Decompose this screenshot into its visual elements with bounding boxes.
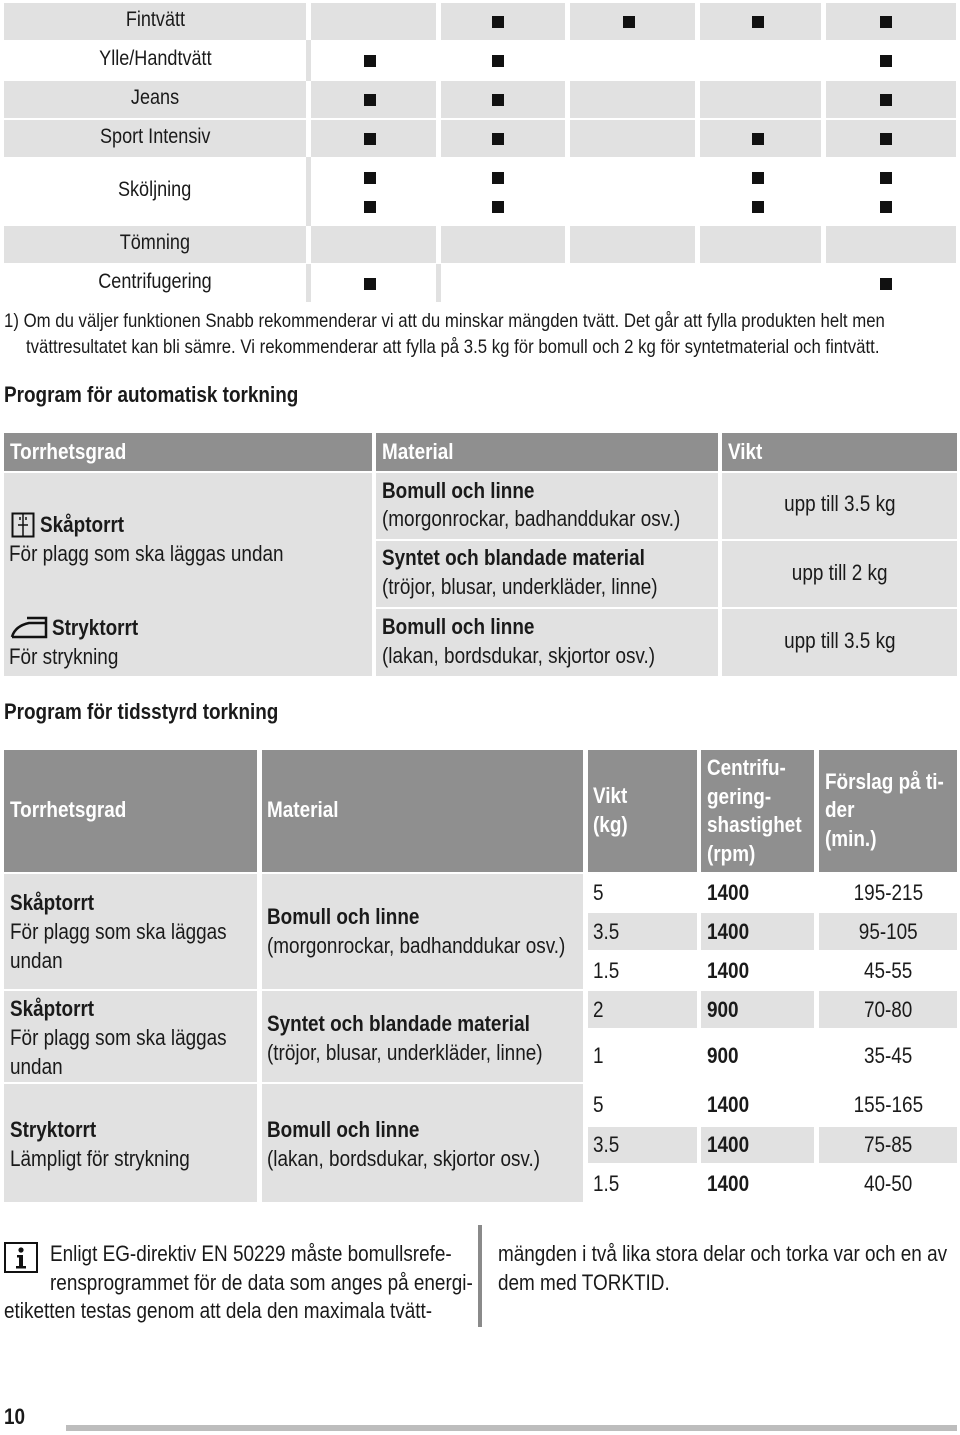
program-mark (880, 172, 892, 184)
program-mark (492, 94, 504, 106)
data-cell-speed: 900 (707, 996, 739, 1022)
data-cell-speed: 1400 (707, 1170, 750, 1196)
data-cell-weight: 1.5 (593, 957, 620, 983)
footnote-line: tvättresultatet kan bli sämre. Vi rekommenderar att fylla på 3.5 kg för bomull och 2 kg för syntetmaterial och fintvätt. (26, 336, 880, 358)
header-time-unit: (min.) (825, 826, 877, 851)
program-mark (492, 16, 504, 28)
data-cell-speed: 900 (707, 1043, 739, 1068)
program-mark (492, 172, 504, 184)
program-mark (880, 16, 892, 28)
program-name: Ylle/Handtvätt (98, 47, 212, 70)
page-number: 10 (4, 1404, 26, 1429)
header-speed-unit: (rpm) (707, 841, 756, 866)
program-name: Jeans (130, 86, 180, 109)
program-mark (752, 16, 764, 28)
table-cell (570, 81, 695, 118)
degree-desc: Lämpligt för strykning (10, 1146, 190, 1171)
header-material: Material (267, 797, 339, 822)
program-mark (364, 278, 376, 290)
data-cell-weight: 2 (593, 996, 604, 1022)
header-speed: gering- (707, 784, 772, 809)
info-text-line: rensprogrammet för de data som anges på energi- (50, 1270, 473, 1295)
column-divider (306, 264, 311, 302)
degree-label: Stryktorrt (10, 1117, 97, 1142)
footnote-line: 1) Om du väljer funktionen Snabb rekommenderar vi att du minskar mängden tvätt. Det går att fylla produkten helt men (4, 310, 885, 332)
data-cell-time: 40-50 (863, 1170, 913, 1196)
iron-dry-icon (9, 614, 49, 640)
cupboard-dry-icon (11, 512, 35, 538)
cupboard-dry-desc: För plagg som ska läggas undan (9, 541, 284, 566)
program-name: Sköljning (118, 178, 192, 201)
program-name: Tömning (119, 231, 191, 254)
weight-value: upp till 2 kg (791, 560, 888, 585)
material-detail: (morgonrockar, badhanddukar osv.) (382, 506, 681, 531)
program-name: Sport Intensiv (99, 125, 211, 148)
data-cell-time: 70-80 (863, 996, 913, 1022)
header-degree: Torrhetsgrad (10, 439, 127, 464)
material-name: Syntet och blandade material (267, 1011, 530, 1036)
header-cell (588, 750, 697, 872)
degree-desc: undan (10, 948, 63, 973)
degree-cell (4, 1084, 257, 1202)
data-cell-speed: 1400 (707, 918, 750, 944)
data-cell-time: 35-45 (863, 1043, 913, 1068)
table-cell (570, 226, 695, 263)
material-detail: (tröjor, blusar, underkläder, linne) (267, 1040, 543, 1065)
info-icon (4, 1242, 38, 1273)
header-weight-unit: (kg) (593, 812, 628, 837)
degree-desc: undan (10, 1054, 63, 1079)
header-speed: shastighet (707, 812, 802, 837)
weight-value: upp till 3.5 kg (783, 491, 896, 516)
section-title: Program för tidsstyrd torkning (4, 699, 279, 724)
material-name: Bomull och linne (382, 614, 535, 639)
weight-value: upp till 3.5 kg (783, 628, 896, 653)
footnote (4, 310, 960, 333)
column-divider (436, 264, 441, 302)
footnote (26, 336, 960, 359)
degree-label: Skåptorrt (10, 996, 95, 1021)
table-cell (570, 120, 695, 157)
program-mark (880, 133, 892, 145)
program-mark (364, 55, 376, 67)
program-name: Fintvätt (125, 8, 185, 31)
header-weight: Vikt (728, 439, 763, 464)
data-cell-weight: 5 (593, 879, 604, 905)
data-cell-time: 95-105 (858, 918, 918, 944)
material-name: Syntet och blandade material (382, 545, 645, 570)
table-cell (311, 3, 436, 40)
material-cell (262, 1084, 583, 1202)
data-cell-weight: 1.5 (593, 1170, 620, 1196)
header-degree: Torrhetsgrad (10, 797, 127, 822)
data-cell-speed: 1400 (707, 957, 750, 983)
table-cell (826, 226, 956, 263)
data-cell-speed: 1400 (707, 1132, 750, 1157)
iron-dry-desc: För strykning (9, 644, 119, 669)
program-mark (492, 133, 504, 145)
program-mark (364, 201, 376, 213)
program-mark (752, 172, 764, 184)
data-cell-time: 155-165 (853, 1091, 923, 1117)
data-cell-weight: 3.5 (593, 1132, 620, 1157)
column-divider (478, 1225, 482, 1327)
material-detail: (tröjor, blusar, underkläder, linne) (382, 574, 658, 599)
table-cell (311, 226, 436, 263)
program-mark (880, 94, 892, 106)
data-cell-time: 45-55 (863, 957, 913, 983)
program-mark (364, 94, 376, 106)
header-weight: Vikt (593, 783, 628, 808)
iron-dry-label: Stryktorrt (52, 615, 139, 640)
data-cell-weight: 1 (593, 1043, 604, 1068)
program-mark (880, 55, 892, 67)
program-mark (880, 201, 892, 213)
table-cell (700, 81, 821, 118)
data-cell-time: 75-85 (863, 1132, 913, 1157)
degree-label: Skåptorrt (10, 890, 95, 915)
header-time: Förslag på ti- (825, 769, 944, 794)
info-text-line: etiketten testas genom att dela den maximala tvätt- (4, 1298, 433, 1323)
program-mark (364, 133, 376, 145)
material-cell (262, 874, 583, 989)
data-cell-speed: 1400 (707, 1091, 750, 1117)
info-text-line: dem med TORKTID. (498, 1270, 670, 1295)
info-text-line: mängden i två lika stora delar och torka var och en av (498, 1241, 948, 1266)
program-mark (752, 201, 764, 213)
table-cell (700, 226, 821, 263)
header-time: der (825, 797, 855, 822)
material-name: Bomull och linne (382, 478, 535, 503)
program-mark (492, 55, 504, 67)
data-cell-weight: 5 (593, 1091, 604, 1117)
section-title: Program för automatisk torkning (4, 382, 299, 407)
footer-rule (66, 1425, 957, 1431)
data-cell-speed: 1400 (707, 879, 750, 905)
material-name: Bomull och linne (267, 904, 420, 929)
program-name: Centrifugering (98, 270, 212, 293)
program-mark (752, 133, 764, 145)
material-detail: (morgonrockar, badhanddukar osv.) (267, 933, 566, 958)
cupboard-dry-label: Skåptorrt (40, 512, 125, 537)
material-detail: (lakan, bordsdukar, skjortor osv.) (267, 1146, 541, 1171)
material-name: Bomull och linne (267, 1117, 420, 1142)
table-cell (441, 226, 565, 263)
info-text-line: Enligt EG-direktiv EN 50229 måste bomullsrefe- (50, 1241, 452, 1266)
column-divider (306, 157, 311, 226)
material-detail: (lakan, bordsdukar, skjortor osv.) (382, 643, 656, 668)
program-mark (880, 278, 892, 290)
degree-desc: För plagg som ska läggas (10, 1025, 227, 1050)
column-divider (306, 40, 311, 81)
header-speed: Centrifu- (707, 755, 786, 780)
program-mark (364, 172, 376, 184)
program-mark (623, 16, 635, 28)
program-mark (492, 201, 504, 213)
data-cell-time: 195-215 (853, 879, 923, 905)
data-cell-weight: 3.5 (593, 918, 620, 944)
degree-desc: För plagg som ska läggas (10, 919, 227, 944)
header-material: Material (382, 439, 454, 464)
